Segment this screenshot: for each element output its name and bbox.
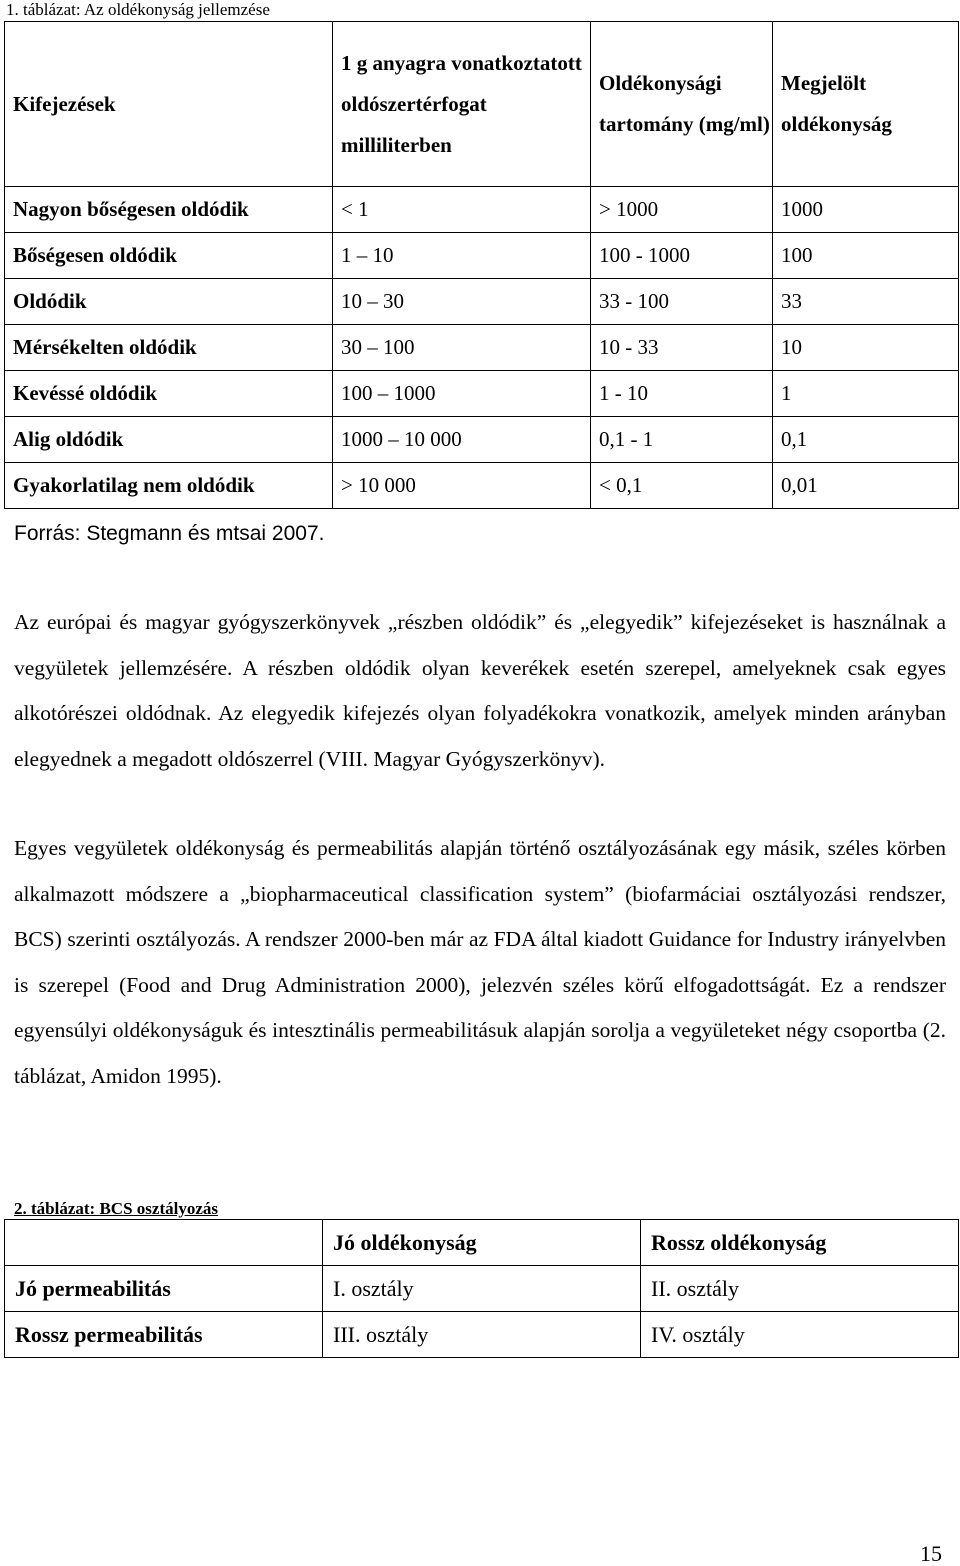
table-row [5,187,959,233]
header-good-solubility: Jó oldékonyság [323,1220,641,1266]
cell-solubility-range: 0,1 - 1 [591,417,773,463]
table-row [5,1312,959,1358]
cell-solubility-range: 1 - 10 [591,371,773,417]
table-row [5,1266,959,1312]
cell-designated-solubility: 1000 [773,187,959,233]
header-solvent-volume: 1 g anyagra vonatkoztatott oldószertérfogat milliliterben [333,22,591,187]
cell-solvent-volume: < 1 [333,187,591,233]
bcs-table [4,1219,959,1358]
cell-solvent-volume: 100 – 1000 [333,371,591,417]
cell-solvent-volume: 30 – 100 [333,325,591,371]
table2-caption: 2. táblázat: BCS osztályozás [14,1199,218,1218]
cell-designated-solubility: 100 [773,233,959,279]
cell-solvent-volume: 1000 – 10 000 [333,417,591,463]
cell-solvent-volume: 10 – 30 [333,279,591,325]
row-label: Bőségesen oldódik [5,233,333,279]
cell-class: IV. osztály [641,1312,959,1358]
cell-solubility-range: < 0,1 [591,463,773,509]
cell-class: II. osztály [641,1266,959,1312]
table-row [5,325,959,371]
row-label: Jó permeabilitás [5,1266,323,1312]
header-solubility-range: Oldékonysági tartomány (mg/ml) [591,22,773,187]
header-poor-solubility: Rossz oldékonyság [641,1220,959,1266]
row-label: Kevéssé oldódik [5,371,333,417]
cell-designated-solubility: 0,01 [773,463,959,509]
row-label: Nagyon bőségesen oldódik [5,187,333,233]
cell-designated-solubility: 10 [773,325,959,371]
row-label: Mérsékelten oldódik [5,325,333,371]
cell-solubility-range: 100 - 1000 [591,233,773,279]
page-number: 15 [920,1541,942,1566]
cell-solubility-range: > 1000 [591,187,773,233]
row-label: Alig oldódik [5,417,333,463]
header-expressions: Kifejezések [5,22,333,187]
paragraph-pharmacopoeia-terms: Az európai és magyar gyógyszerkönyvek „részben oldódik” és „elegyedik” kifejezéseket is használnak a vegyületek jellemzésére. A részben oldódik olyan keverékek esetén szerepel, amelyeknek csak egyes alkotórészei oldódnak. Az elegyedik kifejezés olyan folyadékokra vonatkozik, amelyek minden arányban elegyednek a megadott oldószerrel (VIII. Magyar Gyógyszerkönyv). [14,610,946,771]
header-designated-solubility: Megjelölt oldékonyság [773,22,959,187]
cell-class: I. osztály [323,1266,641,1312]
cell-solvent-volume: > 10 000 [333,463,591,509]
table1-caption: 1. táblázat: Az oldékonyság jellemzése [6,0,270,19]
solubility-table [4,21,959,509]
paragraph-bcs-description: Egyes vegyületek oldékonyság és permeabilitás alapján történő osztályozásának egy másik, széles körben alkalmazott módszere a „biopharmaceutical classification system” (biofarmáciai osztályozási rendszer, BCS) szerinti osztályozás. A rendszer 2000-ben már az FDA által kiadott Guidance for Industry irányelvben is szerepel (Food and Drug Administration 2000), jelezvén széles körű elfogadottságát. Ez a rendszer egyensúlyi oldékonyságuk és intesztinális permeabilitásuk alapján sorolja a vegyületeket négy csoportba (2. táblázat, Amidon 1995). [14,836,946,1088]
solubility-table-header-row [5,22,959,187]
cell-solubility-range: 33 - 100 [591,279,773,325]
cell-designated-solubility: 1 [773,371,959,417]
table-row [5,463,959,509]
cell-designated-solubility: 0,1 [773,417,959,463]
table1-source: Forrás: Stegmann és mtsai 2007. [14,522,325,545]
table-row [5,417,959,463]
cell-solubility-range: 10 - 33 [591,325,773,371]
row-label: Gyakorlatilag nem oldódik [5,463,333,509]
cell-class: III. osztály [323,1312,641,1358]
cell-designated-solubility: 33 [773,279,959,325]
cell-solvent-volume: 1 – 10 [333,233,591,279]
table-row [5,233,959,279]
table-row [5,371,959,417]
table-row [5,279,959,325]
row-label: Rossz permeabilitás [5,1312,323,1358]
bcs-table-header-row [5,1220,959,1266]
header-empty [5,1220,323,1266]
row-label: Oldódik [5,279,333,325]
